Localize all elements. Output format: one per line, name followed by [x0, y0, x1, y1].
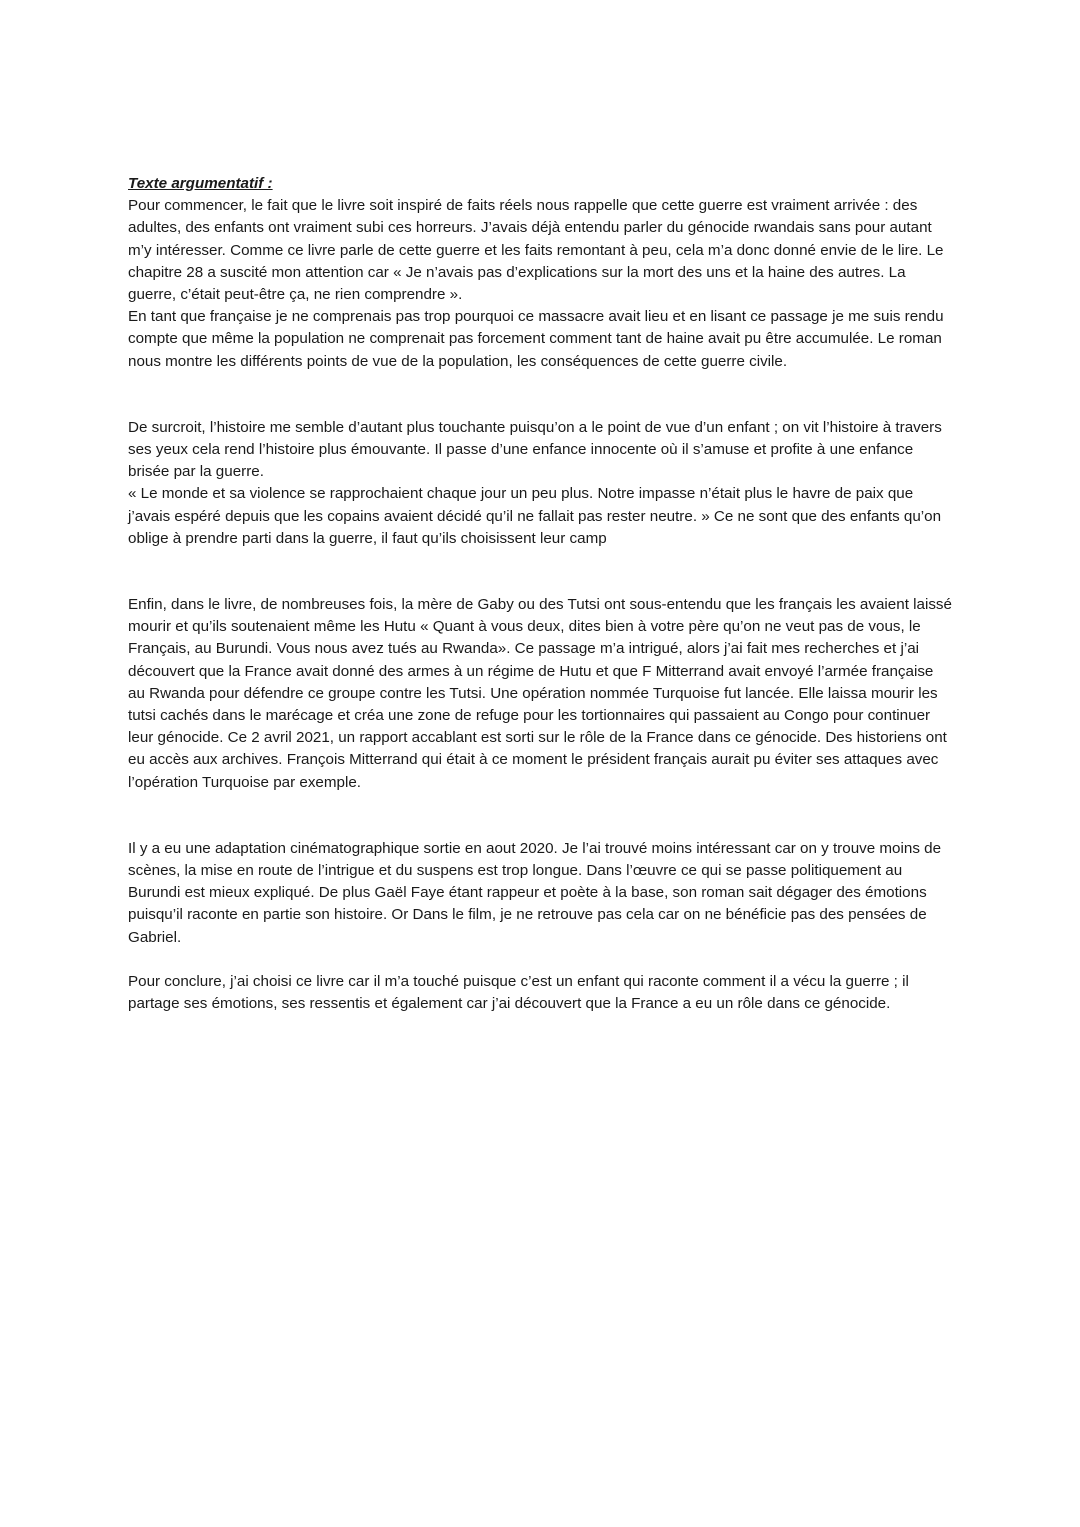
document-page	[128, 173, 954, 1015]
paragraph-france-role: Enfin, dans le livre, de nombreuses fois, la mère de Gaby ou des Tutsi ont sous-entendu que les français les avaient laissé mourir et qu’ils soutenaient même les Hutu « Quant à vous deux, dites bien à votre père qu’on ne veut pas de vous, le Français, au Burundi. Vous nous avez tués au Rwanda». Ce passage m’a intrigué, alors j’ai fait mes recherches et j’ai découvert que la France avait donné des armes à un régime de Hutu et que F Mitterrand avait envoyé l’armée française au Rwanda pour défendre ce groupe contre les Tutsi. Une opération nommée Turquoise fut lancée. Elle laissa mourir les tutsi cachés dans le marécage et créa une zone de refuge pour les tortionnaires qui passaient au Congo pour continuer leur génocide. Ce 2 avril 2021, un rapport accablant est sorti sur le rôle de la France dans ce génocide. Des historiens ont eu accès aux archives. François Mitterrand qui était à ce moment le président français aurait pu éviter ses attaques avec l’opération Turquoise par exemple.	[128, 596, 952, 791]
paragraph-film-adaptation: Il y a eu une adaptation cinématographique sortie en aout 2020. Je l’ai trouvé moins intéressant car on y trouve moins de scènes, la mise en route de l’intrigue et du suspens est trop longue. Dans l’œuvre ce qui se passe politiquement au Burundi est mieux expliqué. De plus Gaël Faye étant rappeur et poète à la base, son roman sait dégager des émotions puisqu’il raconte en partie son histoire. Or Dans le film, je ne retrouve pas cela car on ne bénéficie pas des pensées de Gabriel.	[128, 839, 942, 946]
document-heading: Texte argumentatif :	[128, 175, 273, 192]
paragraph-spacer	[128, 550, 954, 594]
paragraph-introduction: Pour commencer, le fait que le livre soit inspiré de faits réels nous rappelle que cette guerre est vraiment arrivée : des adultes, des enfants ont vraiment subi ces horreurs. J’avais déjà entendu parler du génocide rwandais sans pour autant m’y intéresser. Comme ce livre parle de cette guerre et les faits remontant à peu, cela m’a donc donné envie de le lire. Le chapitre 28 a suscité mon attention car « Je n’avais pas d’explications sur la mort des uns et la haine des autres. La guerre, c’était peut-être ça, ne rien comprendre ». En tant que française je ne comprenais pas trop pourquoi ce massacre avait lieu et en lisant ce passage je me suis rendu compte que même la population ne comprenait pas forcement comment tant de haine avait pu être accumulée. Le roman nous montre les différents points de vue de la population, les conséquences de cette guerre civile.	[128, 197, 944, 370]
paragraph-conclusion: Pour conclure, j’ai choisi ce livre car il m’a touché puisque c’est un enfant qui raconte comment il a vécu la guerre ; il partage ses émotions, ses ressentis et également car j’ai découvert que la France a eu un rôle dans ce génocide.	[128, 972, 909, 1013]
paragraph-child-perspective: De surcroit, l’histoire me semble d’autant plus touchante puisqu’on a le point de vue d’un enfant ; on vit l’histoire à travers ses yeux cela rend l’histoire plus émouvante. Il passe d’une enfance innocente où il s’amuse et profite à une enfance brisée par la guerre. « Le monde et sa violence se rapprochaient chaque jour un peu plus. Notre impasse n’était plus le havre de paix que j’avais espéré depuis que les copains avaient décidé qu’il ne fallait pas rester neutre. » Ce ne sont que des enfants qu’on oblige à prendre parti dans la guerre, il faut qu’ils choisissent leur camp	[128, 418, 942, 547]
paragraph-spacer	[128, 373, 954, 417]
paragraph-spacer	[128, 949, 954, 971]
paragraph-spacer	[128, 794, 954, 838]
